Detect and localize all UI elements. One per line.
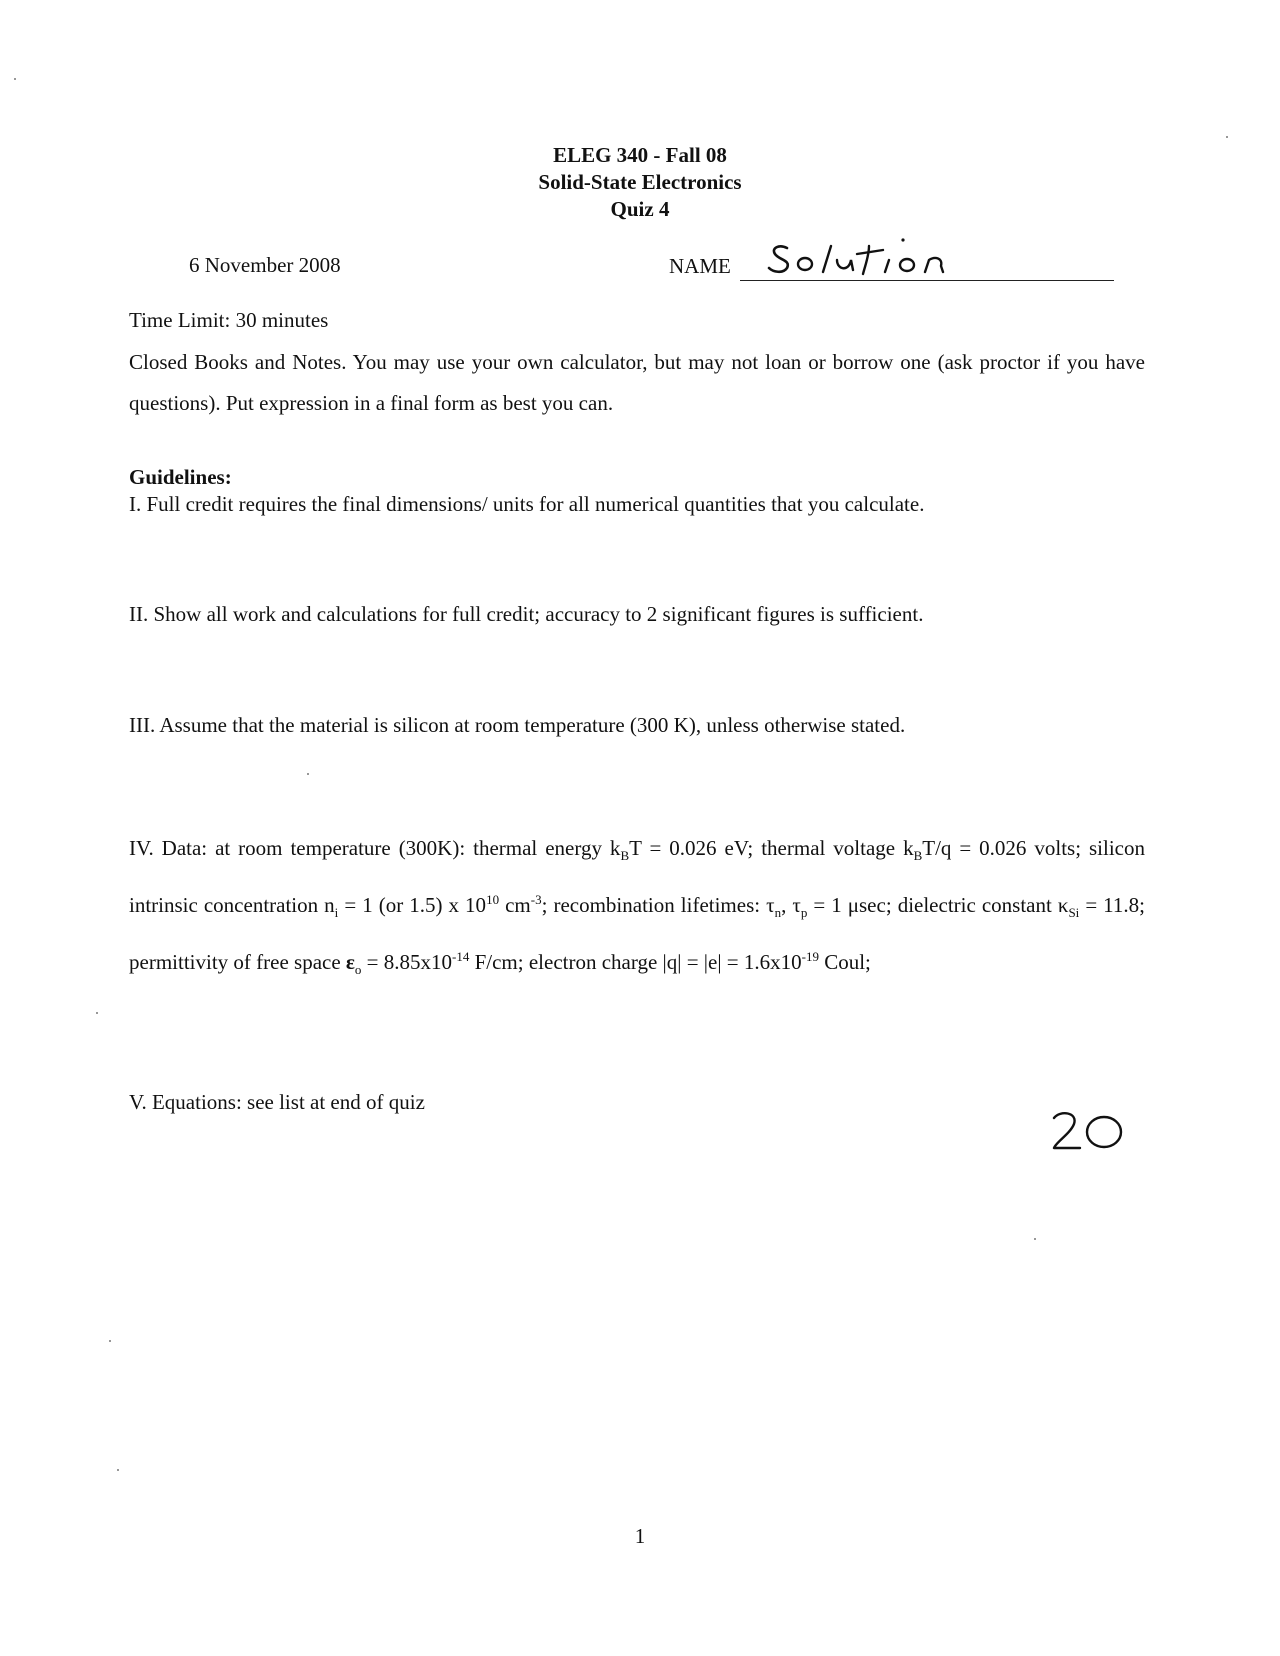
data-text: Coul; [818, 950, 871, 974]
guideline-4-data [129, 820, 1145, 991]
data-text: ; recombination lifetimes: τ [541, 893, 775, 917]
guideline-1: I. Full credit requires the final dimensions/ units for all numerical quantities that you calculate. [129, 492, 925, 516]
data-text: F/cm; electron charge |q| = |e| = 1.6x10 [469, 950, 802, 974]
superscript: 10 [486, 892, 500, 907]
data-text: , τ [781, 893, 801, 917]
page-number: 1 [634, 1524, 646, 1548]
handwritten-name [765, 238, 975, 280]
epsilon-symbol: ε [345, 950, 355, 974]
instructions: Closed Books and Notes. You may use your own calculator, but may not loan or borrow one (ask proctor if you have questions). Put expression in a final form as best you can. [129, 350, 1145, 415]
data-text: IV. Data: at room temperature (300K): thermal energy k [129, 836, 621, 860]
subscript: n [774, 905, 782, 921]
data-text: T = 0.026 eV; thermal voltage k [629, 836, 914, 860]
data-text: T/q = 0.026 volts; silicon intrinsic concentration n [129, 836, 1145, 917]
guideline-3: III. Assume that the material is silicon at room temperature (300 K), unless otherwise stated. [129, 713, 906, 737]
guideline-5: V. Equations: see list at end of quiz [129, 1090, 425, 1114]
subscript: B [620, 848, 630, 864]
scan-speck [96, 1012, 98, 1014]
subscript: o [354, 962, 362, 978]
guideline-2: II. Show all work and calculations for full credit; accuracy to 2 significant figures is sufficient. [129, 602, 924, 626]
subscript: i [334, 905, 339, 921]
data-text: cm [499, 893, 531, 917]
scan-speck [117, 1469, 119, 1471]
quiz-header [0, 142, 1280, 223]
superscript: -3 [530, 892, 542, 907]
data-text: = 11.8; permittivity of free space [129, 893, 1145, 974]
guidelines-heading: Guidelines: [129, 465, 232, 489]
name-field [669, 238, 1115, 284]
data-text: = 1 (or 1.5) x 10 [338, 893, 487, 917]
subject-title: Solid-State Electronics [538, 170, 742, 194]
scan-speck [1034, 1238, 1036, 1240]
handwritten-score [1048, 1108, 1128, 1154]
scan-speck [307, 773, 309, 775]
subscript: p [800, 905, 808, 921]
name-underline [740, 280, 1114, 281]
quiz-date: 6 November 2008 [189, 253, 341, 277]
scan-speck [109, 1340, 111, 1342]
scan-speck [14, 78, 16, 80]
scan-speck [1226, 136, 1228, 138]
data-text: = 8.85x10 [361, 950, 452, 974]
superscript: -14 [452, 949, 470, 964]
data-text: = 1 μsec; dielectric constant κ [807, 893, 1069, 917]
superscript: -19 [801, 949, 819, 964]
course-title: ELEG 340 - Fall 08 [553, 143, 727, 167]
quiz-title: Quiz 4 [610, 197, 670, 221]
time-limit: Time Limit: 30 minutes [129, 308, 329, 332]
subscript: B [913, 848, 923, 864]
name-label: NAME [669, 254, 731, 278]
subscript: Si [1068, 905, 1080, 921]
